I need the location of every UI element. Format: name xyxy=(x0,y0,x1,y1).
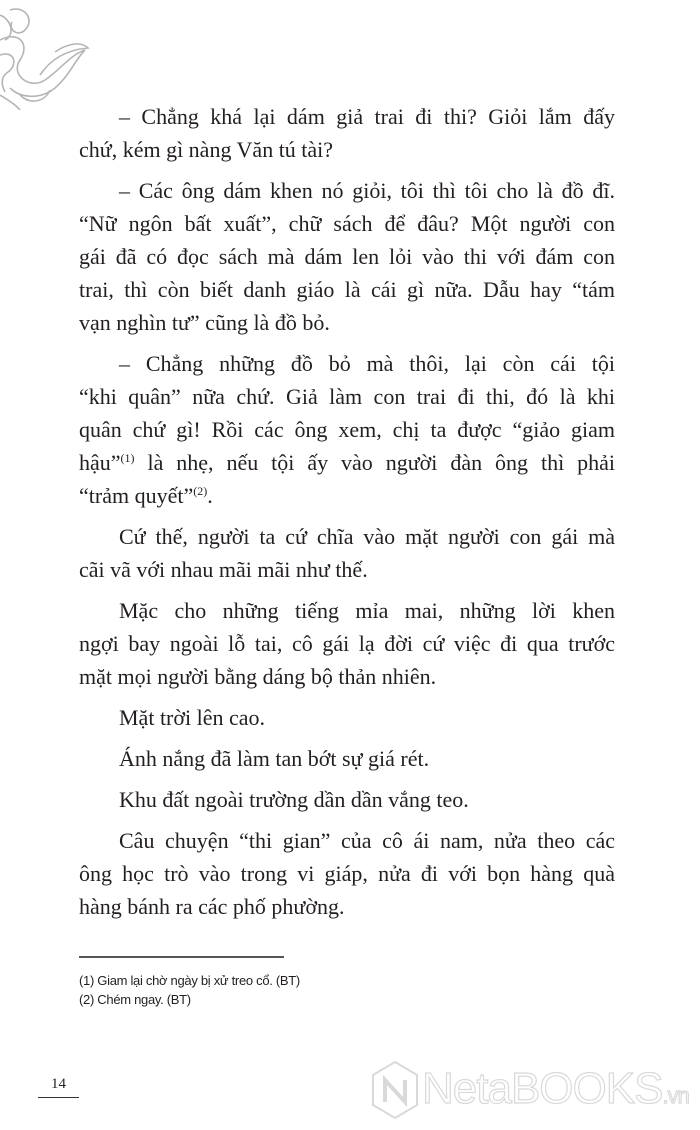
text-segment: Cứ thế, người ta cứ chĩa vào mặt người con gái mà xyxy=(119,524,615,549)
text-segment: – Chẳng những đồ bỏ mà thôi, lại còn cái tội xyxy=(119,351,615,376)
text-segment: mặt mọi người bằng dáng bộ thản nhiên. xyxy=(79,664,437,689)
text-line xyxy=(79,824,615,857)
text-segment: chứ, kém gì nàng Văn tú tài? xyxy=(79,137,334,162)
text-segment: Ánh nắng đã làm tan bớt sự giá rét. xyxy=(119,746,430,771)
footnote-divider xyxy=(79,956,284,958)
text-segment: cãi vã với nhau mãi mãi như thế. xyxy=(79,557,368,582)
text-line xyxy=(79,890,615,923)
paragraph xyxy=(79,594,615,693)
text-line xyxy=(79,660,615,693)
text-line xyxy=(79,701,615,734)
text-line xyxy=(79,627,615,660)
text-segment: Mặt trời lên cao. xyxy=(119,705,266,730)
floral-scroll-ornament-icon xyxy=(0,0,95,110)
text-line xyxy=(79,133,615,166)
footnotes xyxy=(79,971,300,1009)
text-line xyxy=(79,100,615,133)
text-segment: là nhẹ, nếu tội ấy vào người đàn ông thì phải xyxy=(134,450,615,475)
watermark-text: NetaBOOKS.vn xyxy=(422,1064,689,1113)
paragraph xyxy=(79,824,615,923)
text-segment: “khi quân” nữa chứ. Giả làm con trai đi thi, đó là khi xyxy=(79,384,615,409)
text-segment: – Chẳng khá lại dám giả trai đi thi? Giỏi lắm đấy xyxy=(119,104,615,129)
paragraph xyxy=(79,520,615,586)
text-segment: ngợi bay ngoài lỗ tai, cô gái lạ đời cứ việc đi qua trước xyxy=(79,631,615,656)
footnote-1: (1) Giam lại chờ ngày bị xử treo cổ. (BT) xyxy=(79,973,300,988)
paragraph xyxy=(79,100,615,166)
text-segment: . xyxy=(207,483,213,508)
text-line xyxy=(79,553,615,586)
footnote-ref[interactable]: (1) xyxy=(120,451,135,465)
text-segment: vạn nghìn tư” cũng là đồ bỏ. xyxy=(79,310,330,335)
text-line xyxy=(79,174,615,207)
text-line xyxy=(79,306,615,339)
text-segment: “trảm quyết” xyxy=(79,483,194,508)
paragraph xyxy=(79,783,615,816)
text-segment: quân chứ gì! Rồi các ông xem, chị ta được “giảo giam xyxy=(79,417,615,442)
text-line xyxy=(79,520,615,553)
text-line xyxy=(79,413,615,446)
hexagon-n-logo-icon xyxy=(370,1060,420,1120)
text-line xyxy=(79,742,615,775)
text-segment: Khu đất ngoài trường dần dần vắng teo. xyxy=(119,787,469,812)
text-segment: – Các ông dám khen nó giỏi, tôi thì tôi cho là đồ đĩ. xyxy=(119,178,615,203)
text-segment: Câu chuyện “thi gian” của cô ái nam, nửa theo các xyxy=(119,828,615,853)
text-segment: ông học trò vào trong vi giáp, nửa đi với bọn hàng quà xyxy=(79,861,615,886)
text-segment: hậu” xyxy=(79,450,121,475)
text-line xyxy=(79,594,615,627)
text-segment: gái đã có đọc sách mà dám len lỏi vào thi với đám con xyxy=(79,244,615,269)
paragraph xyxy=(79,174,615,339)
text-line xyxy=(79,207,615,240)
text-line xyxy=(79,857,615,890)
footnote-2: (2) Chém ngay. (BT) xyxy=(79,992,191,1007)
paragraph xyxy=(79,742,615,775)
paragraph xyxy=(79,701,615,734)
text-line xyxy=(79,446,615,479)
text-line xyxy=(79,240,615,273)
text-line xyxy=(79,347,615,380)
text-line xyxy=(79,783,615,816)
text-line xyxy=(79,273,615,306)
text-segment: hàng bánh ra các phố phường. xyxy=(79,894,345,919)
footnote-ref[interactable]: (2) xyxy=(193,484,208,498)
text-segment: trai, thì còn biết danh giáo là cái gì nữa. Dẫu hay “tám xyxy=(79,277,615,302)
text-line xyxy=(79,380,615,413)
text-line xyxy=(79,479,615,512)
page-number: 14 xyxy=(38,1076,79,1098)
body-text xyxy=(79,100,615,931)
paragraph xyxy=(79,347,615,512)
text-segment: Mặc cho những tiếng mỉa mai, những lời khen xyxy=(119,598,615,623)
text-segment: “Nữ ngôn bất xuất”, chữ sách để đâu? Một người con xyxy=(79,211,615,236)
